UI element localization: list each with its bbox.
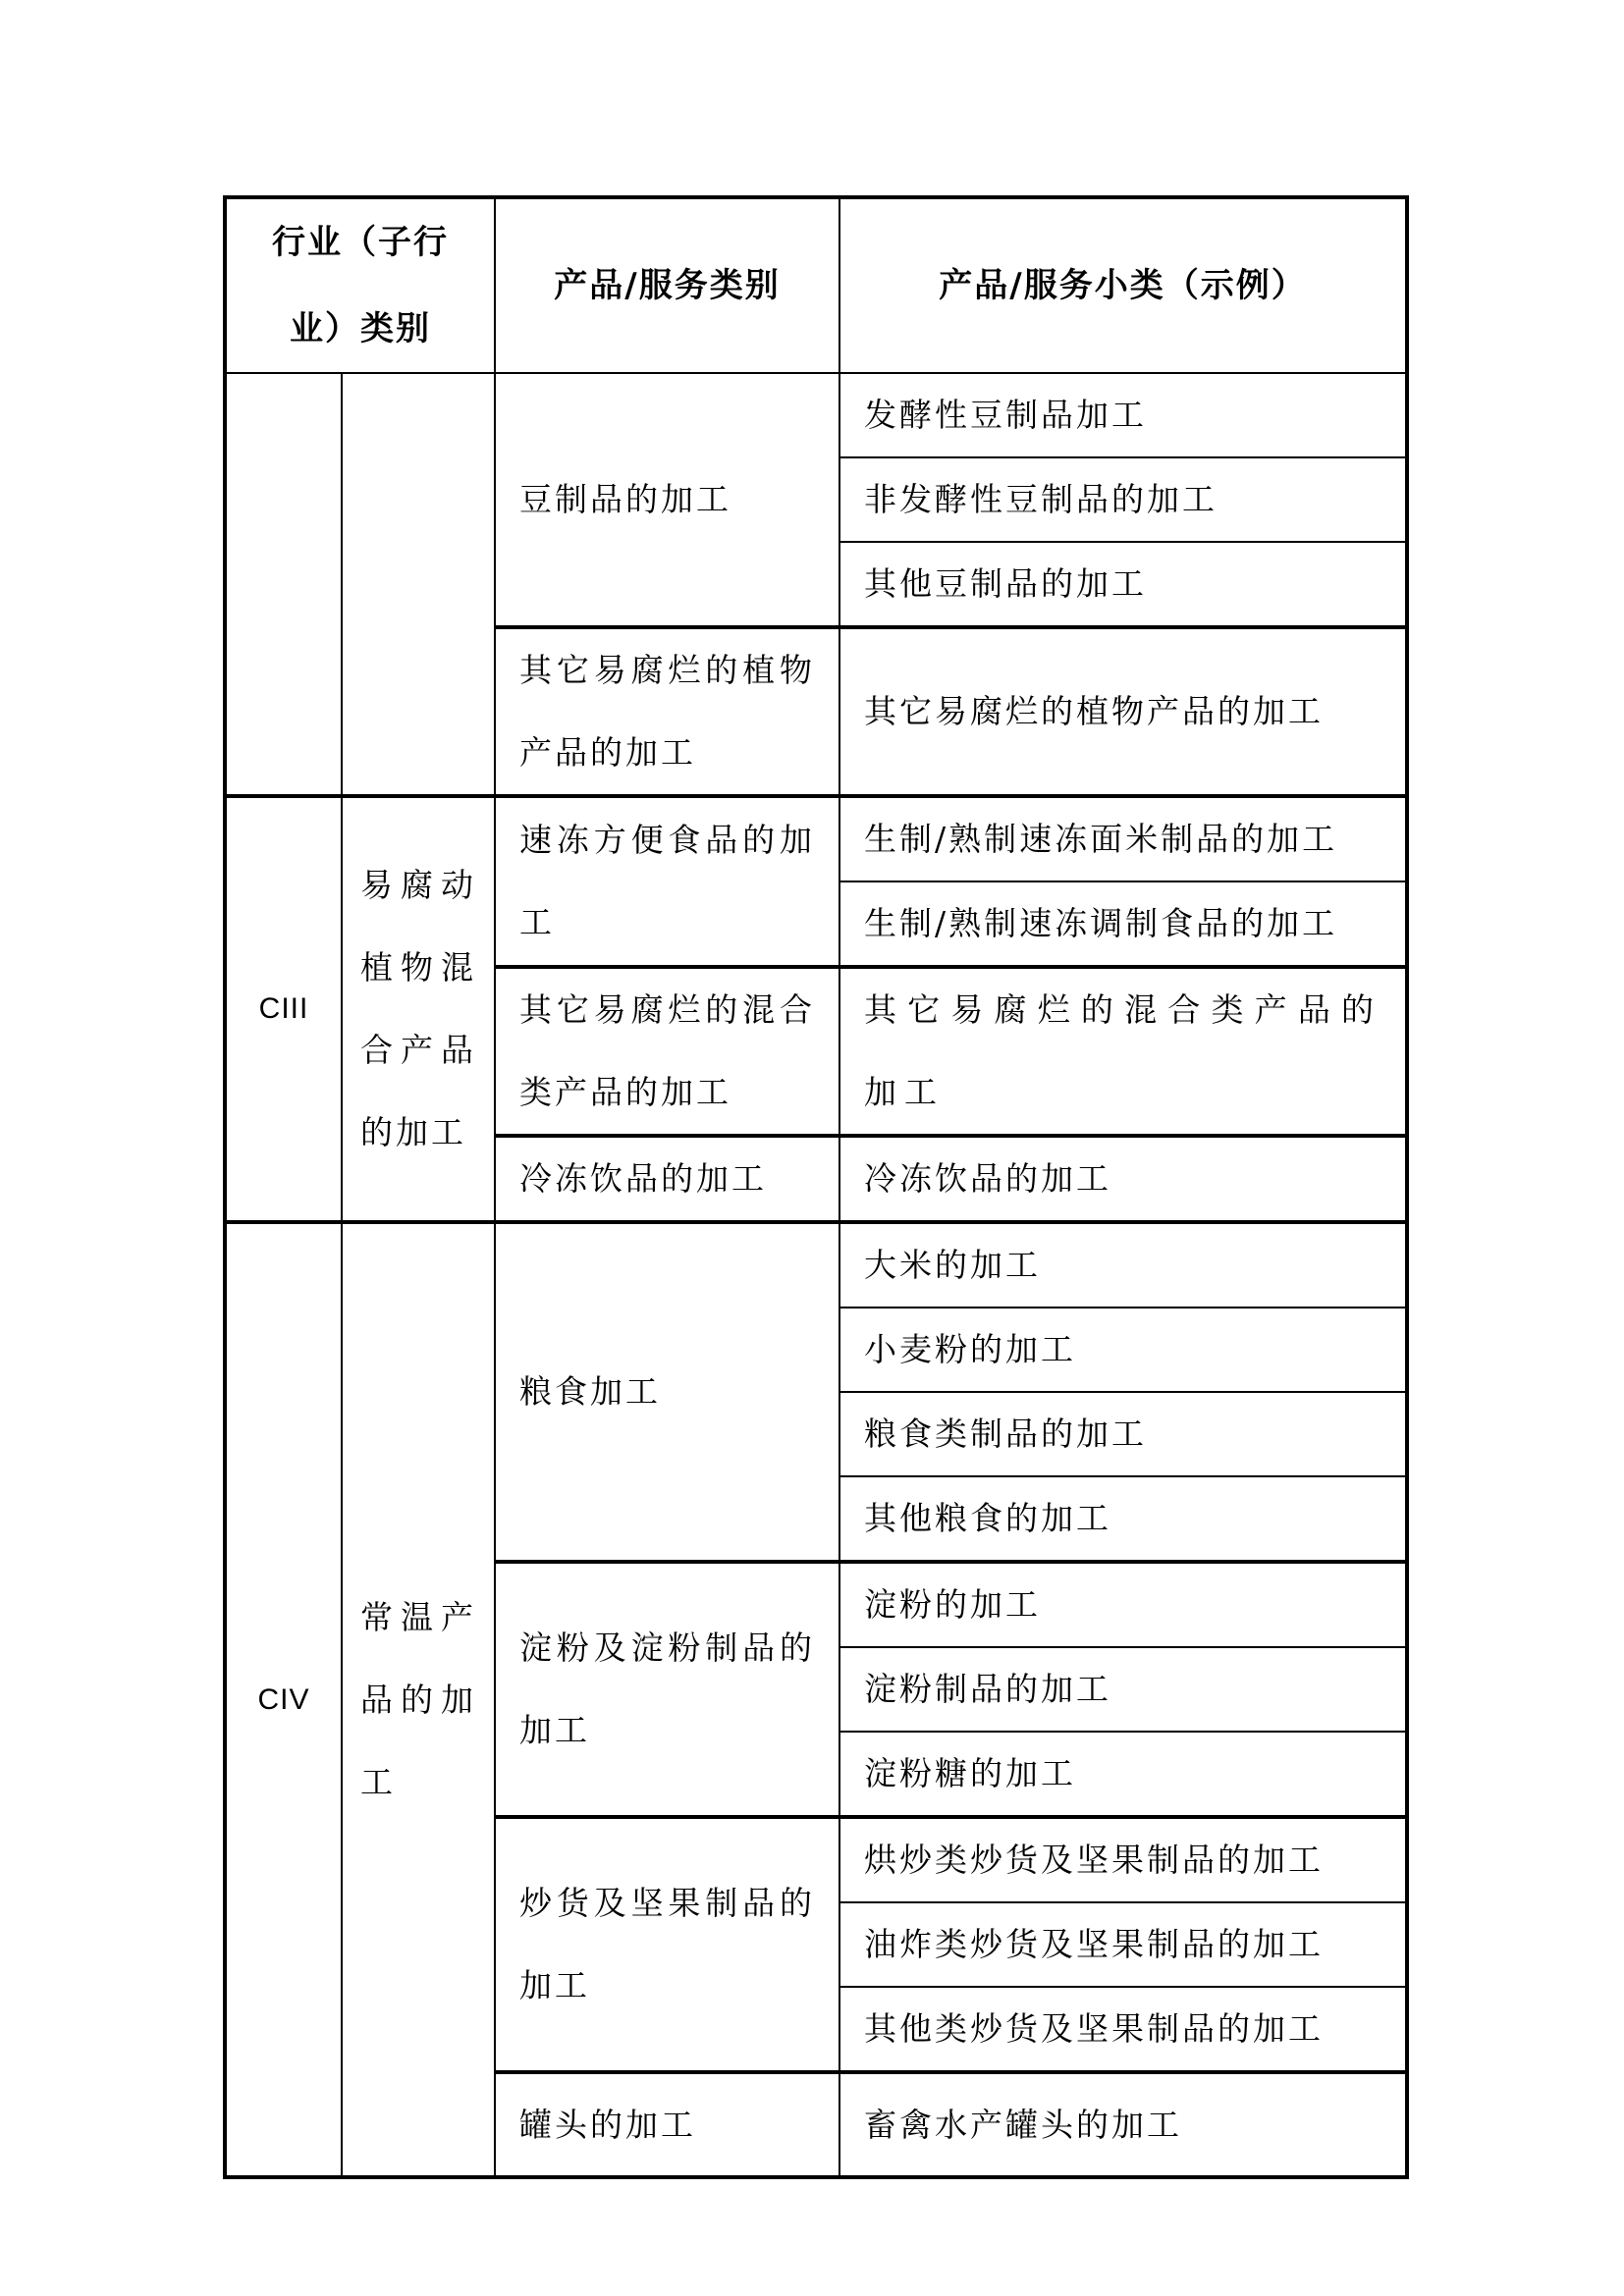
cell-product-subcategory: 其他类炒货及坚果制品的加工 — [839, 1987, 1407, 2072]
column-header-subcategory: 产品/服务小类（示例） — [839, 197, 1407, 373]
header-row — [225, 197, 1407, 373]
cell-product-category: 淀粉及淀粉制品的加工 — [495, 1562, 839, 1817]
cell-product-subcategory: 非发酵性豆制品的加工 — [839, 457, 1407, 542]
cell-product-subcategory: 生制/熟制速冻面米制品的加工 — [839, 796, 1407, 881]
cell-product-subcategory: 大米的加工 — [839, 1222, 1407, 1308]
cell-product-subcategory: 畜禽水产罐头的加工 — [839, 2072, 1407, 2177]
cell-product-subcategory: 粮食类制品的加工 — [839, 1392, 1407, 1476]
cell-product-category: 粮食加工 — [495, 1222, 839, 1562]
cell-product-subcategory: 淀粉的加工 — [839, 1562, 1407, 1647]
cell-product-category: 炒货及坚果制品的加工 — [495, 1817, 839, 2072]
cell-product-category: 罐头的加工 — [495, 2072, 839, 2177]
column-header-category: 产品/服务类别 — [495, 197, 839, 373]
cell-product-subcategory: 淀粉制品的加工 — [839, 1647, 1407, 1732]
cell-product-subcategory: 发酵性豆制品加工 — [839, 373, 1407, 457]
cell-product-subcategory: 淀粉糖的加工 — [839, 1732, 1407, 1817]
cell-product-category: 冷冻饮品的加工 — [495, 1136, 839, 1222]
table-row — [225, 1222, 1407, 1308]
cell-product-subcategory: 其他粮食的加工 — [839, 1476, 1407, 1562]
cell-product-subcategory: 烘炒类炒货及坚果制品的加工 — [839, 1817, 1407, 1902]
cell-industry-code: CIV — [225, 1222, 342, 2177]
cell-product-subcategory: 小麦粉的加工 — [839, 1308, 1407, 1392]
cell-product-subcategory: 其它易腐烂的混合类产品的加工 — [839, 967, 1407, 1136]
cell-industry-name — [342, 373, 495, 796]
cell-industry-code — [225, 373, 342, 796]
cell-industry-name: 易腐动植物混合产品的加工 — [342, 796, 495, 1222]
cell-industry-code: CIII — [225, 796, 342, 1222]
industry-classification-table — [223, 195, 1409, 2179]
cell-product-category: 速冻方便食品的加工 — [495, 796, 839, 967]
cell-product-category: 其它易腐烂的混合类产品的加工 — [495, 967, 839, 1136]
cell-product-subcategory: 生制/熟制速冻调制食品的加工 — [839, 881, 1407, 967]
table-row — [225, 796, 1407, 881]
cell-product-category: 其它易腐烂的植物产品的加工 — [495, 627, 839, 796]
cell-product-subcategory: 冷冻饮品的加工 — [839, 1136, 1407, 1222]
cell-product-subcategory: 其他豆制品的加工 — [839, 542, 1407, 627]
cell-product-subcategory: 油炸类炒货及坚果制品的加工 — [839, 1902, 1407, 1987]
cell-product-subcategory: 其它易腐烂的植物产品的加工 — [839, 627, 1407, 796]
cell-industry-name: 常温产品的加工 — [342, 1222, 495, 2177]
table-row — [225, 373, 1407, 457]
column-header-industry: 行业（子行业）类别 — [225, 197, 495, 373]
cell-product-category: 豆制品的加工 — [495, 373, 839, 627]
